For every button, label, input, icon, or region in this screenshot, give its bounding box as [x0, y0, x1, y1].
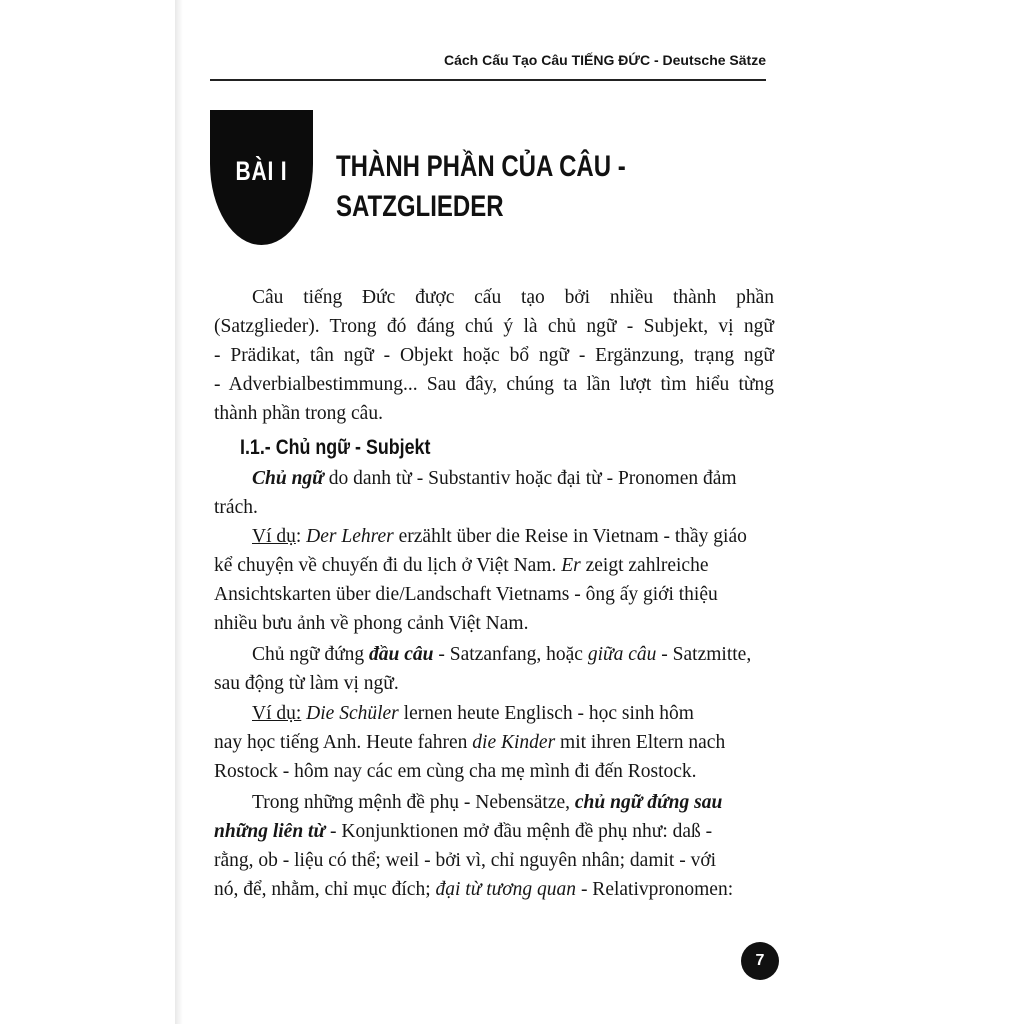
text-line: Ví dụ: Die Schüler lernen heute Englisch - học sinh hôm [252, 703, 694, 724]
text-line: thành phần trong câu. [214, 403, 383, 424]
example-label: Ví dụ [252, 526, 296, 547]
page-number: 7 [741, 942, 779, 980]
text-line: Chủ ngữ đứng đầu câu - Satzanfang, hoặc giữa câu - Satzmitte, [252, 644, 752, 665]
text-line: Chủ ngữ do danh từ - Substantiv hoặc đại từ - Pronomen đảm [252, 468, 737, 489]
text-line: (Satzglieder). Trong đó đáng chú ý là chủ ngữ - Subjekt, vị ngữ [214, 316, 774, 337]
running-head: Cách Cấu Tạo Câu TIẾNG ĐỨC - Deutsche Sätze [443, 52, 766, 68]
text-line: Ansichtskarten über die/Landschaft Vietnams - ông ấy giới thiệu [214, 584, 718, 605]
text-line: Câu tiếng Đức được cấu tạo bởi nhiều thành phần [252, 287, 774, 308]
text-line: Ví dụ: Der Lehrer erzählt über die Reise in Vietnam - thầy giáo [252, 526, 747, 547]
example-2 [214, 699, 774, 786]
text-line: những liên từ - Konjunktionen mở đầu mệnh đề phụ như: daß - [214, 821, 713, 842]
text-line: nay học tiếng Anh. Heute fahren die Kinder mit ihren Eltern nach [214, 732, 726, 753]
term-subject: Chủ ngữ [252, 468, 324, 489]
text-line: - Adverbialbestimmung... Sau đây, chúng ta lần lượt tìm hiểu từng [214, 374, 774, 395]
example-1 [214, 522, 774, 638]
intro-paragraph [214, 283, 774, 428]
paragraph-subject-definition [214, 464, 774, 522]
text-line: sau động từ làm vị ngữ. [214, 673, 399, 694]
text-line: nhiều bưu ảnh về phong cảnh Việt Nam. [214, 613, 529, 634]
lesson-badge-label: BÀI I [235, 156, 288, 186]
text-line: Trong những mệnh đề phụ - Nebensätze, chủ ngữ đứng sau [252, 792, 723, 813]
lesson-title-line-2: SATZGLIEDER [336, 190, 504, 223]
text-line: nó, để, nhằm, chỉ mục đích; đại từ tương quan - Relativpronomen: [214, 879, 734, 900]
paragraph-subordinate [214, 788, 774, 904]
paragraph-position [214, 640, 774, 698]
text-line: trách. [214, 497, 258, 518]
text-line: kể chuyện về chuyến đi du lịch ở Việt Nam. Er zeigt zahlreiche [214, 555, 709, 576]
text-line: Rostock - hôm nay các em cùng cha mẹ mình đi đến Rostock. [214, 761, 697, 782]
lesson-title [336, 147, 626, 227]
text-line: - Prädikat, tân ngữ - Objekt hoặc bổ ngữ - Ergänzung, trạng ngữ [214, 345, 774, 366]
text-line: rằng, ob - liệu có thể; weil - bởi vì, chỉ nguyên nhân; damit - với [214, 850, 717, 871]
lesson-badge [210, 110, 313, 245]
lesson-title-line-1: THÀNH PHẦN CỦA CÂU - [336, 150, 626, 183]
example-label: Ví dụ: [252, 703, 302, 724]
section-heading: I.1.- Chủ ngữ - Subjekt [240, 436, 431, 459]
header-rule [210, 79, 766, 81]
page-gutter-shadow [175, 0, 183, 1024]
